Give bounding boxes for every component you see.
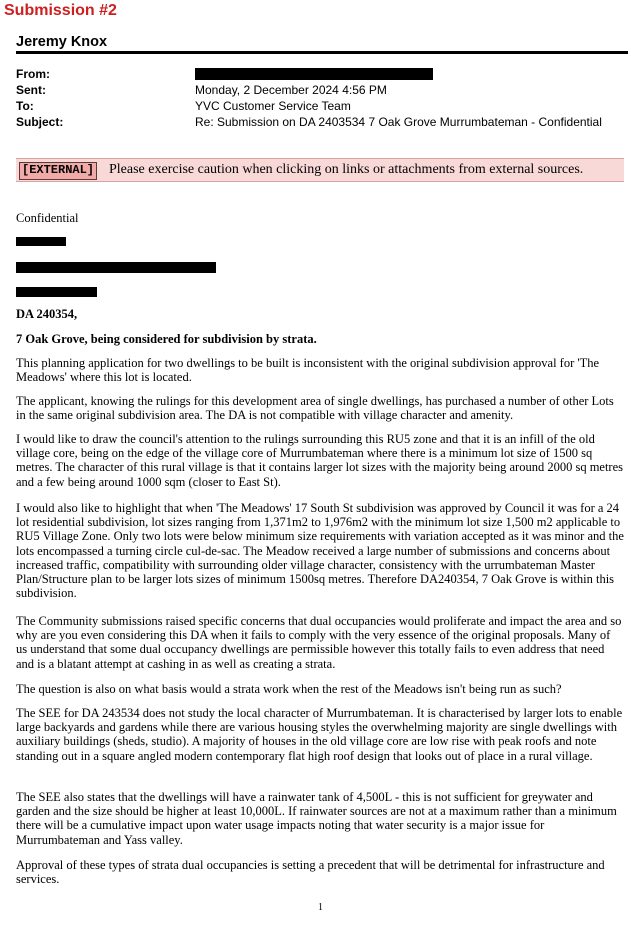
from-row bbox=[16, 66, 628, 82]
submission-title: Submission #2 bbox=[4, 2, 117, 19]
body-paragraph: Approval of these types of strata dual occupancies is setting a precedent that will be detrimental for infrastructure and services. bbox=[16, 858, 605, 887]
external-warning-banner bbox=[16, 158, 624, 182]
da-number: DA 240354, bbox=[16, 307, 78, 321]
header-rule bbox=[16, 51, 628, 54]
to-label: To: bbox=[16, 99, 34, 113]
subject-row bbox=[16, 114, 628, 130]
from-redaction bbox=[195, 68, 433, 80]
body-paragraph: The SEE for DA 243534 does not study the local character of Murrumbateman. It is characterised by larger lots to enable large backyards and gardens while there are various housing styles the overwhelming majority are single dwellings with auxiliary buildings (sheds, studio). A majority of houses in the old village core are low rise with peak roofs and note standing out in a square angled modern contemporary flat high roof design that looks out of place in a rural village. bbox=[16, 706, 623, 763]
body-paragraph: This planning application for two dwellings to be built is inconsistent with the original subdivision approval for 'The Meadows' where this lot is located. bbox=[16, 356, 600, 385]
body-paragraph: The Community submissions raised specific concerns that dual occupancies would proliferate and impact the area and so why are you even considering this DA when it fails to comply with the very essence of the original proposals. Many of us understand that some dual occupancy dwellings are permissible however this totally fails to even address that need and is a blatant attempt at cashing in as well as creating a strata. bbox=[16, 614, 622, 671]
subject-label: Subject: bbox=[16, 115, 64, 129]
sent-row bbox=[16, 82, 628, 98]
sender-name: Jeremy Knox bbox=[16, 34, 108, 50]
from-label: From: bbox=[16, 67, 50, 81]
body-paragraph: I would like to draw the council's attention to the rulings surrounding this RU5 zone and that it is an infill of the old village core, being on the edge of the village core of Murrumbateman where there is a minimum lot size of 1500 sq metres. The character of this rural village is that it contains larger lot sizes with the majority being around 2000 sq metres and a few being around 1000 sqm (closer to East St). bbox=[16, 432, 624, 489]
to-value: YVC Customer Service Team bbox=[195, 99, 351, 113]
confidential-label: Confidential bbox=[16, 211, 79, 225]
sent-value: Monday, 2 December 2024 4:56 PM bbox=[195, 83, 387, 97]
to-row bbox=[16, 98, 628, 114]
body-paragraph: I would also like to highlight that when 'The Meadows' 17 South St subdivision was approved by Council it was for a 24 lot residential subdivision, lot sizes ranging from 1,371m2 to 1,976m2 with the minimum lot size 1,500 m2 applicable to RU5 Village Zone. Only two lots were below minimum size requirements with variation accepted as it was minor and the lots encompassed a turning circle cul-de-sac. The Meadow received a large number of submissions and concerns about increased traffic, compatibility with surrounding older village character, consistency with the urrumbateman Master Plan/Structure plan to be larger lots sizes of minimum 1500sq metres. Therefore DA240354, 7 Oak Grove is within this subdivision. bbox=[16, 501, 624, 601]
page-number: 1 bbox=[318, 902, 323, 913]
sent-label: Sent: bbox=[16, 83, 46, 97]
external-warning-text: Please exercise caution when clicking on links or attachments from external sources. bbox=[109, 162, 584, 177]
body-paragraph: The question is also on what basis would a strata work when the rest of the Meadows isn't being run as such? bbox=[16, 682, 562, 696]
redaction-block bbox=[16, 287, 97, 297]
external-tag: [EXTERNAL] bbox=[19, 162, 97, 180]
redaction-block bbox=[16, 262, 216, 273]
redaction-block bbox=[16, 237, 66, 246]
da-address: 7 Oak Grove, being considered for subdivision by strata. bbox=[16, 332, 317, 346]
subject-value: Re: Submission on DA 2403534 7 Oak Grove Murrumbateman - Confidential bbox=[195, 115, 602, 129]
body-paragraph: The applicant, knowing the rulings for this development area of single dwellings, has purchased a number of other Lots in the same original subdivision area. The DA is not compatible with village character and amenity. bbox=[16, 394, 614, 423]
body-paragraph: The SEE also states that the dwellings will have a rainwater tank of 4,500L - this is not sufficient for greywater and garden and the size should be higher at least 10,000L. If rainwater sources are not at a maximum rather than a minimum there will be a cumulative impact upon water usage impacts noting that water security is a major issue for Murrumbateman and Yass valley. bbox=[16, 790, 617, 847]
